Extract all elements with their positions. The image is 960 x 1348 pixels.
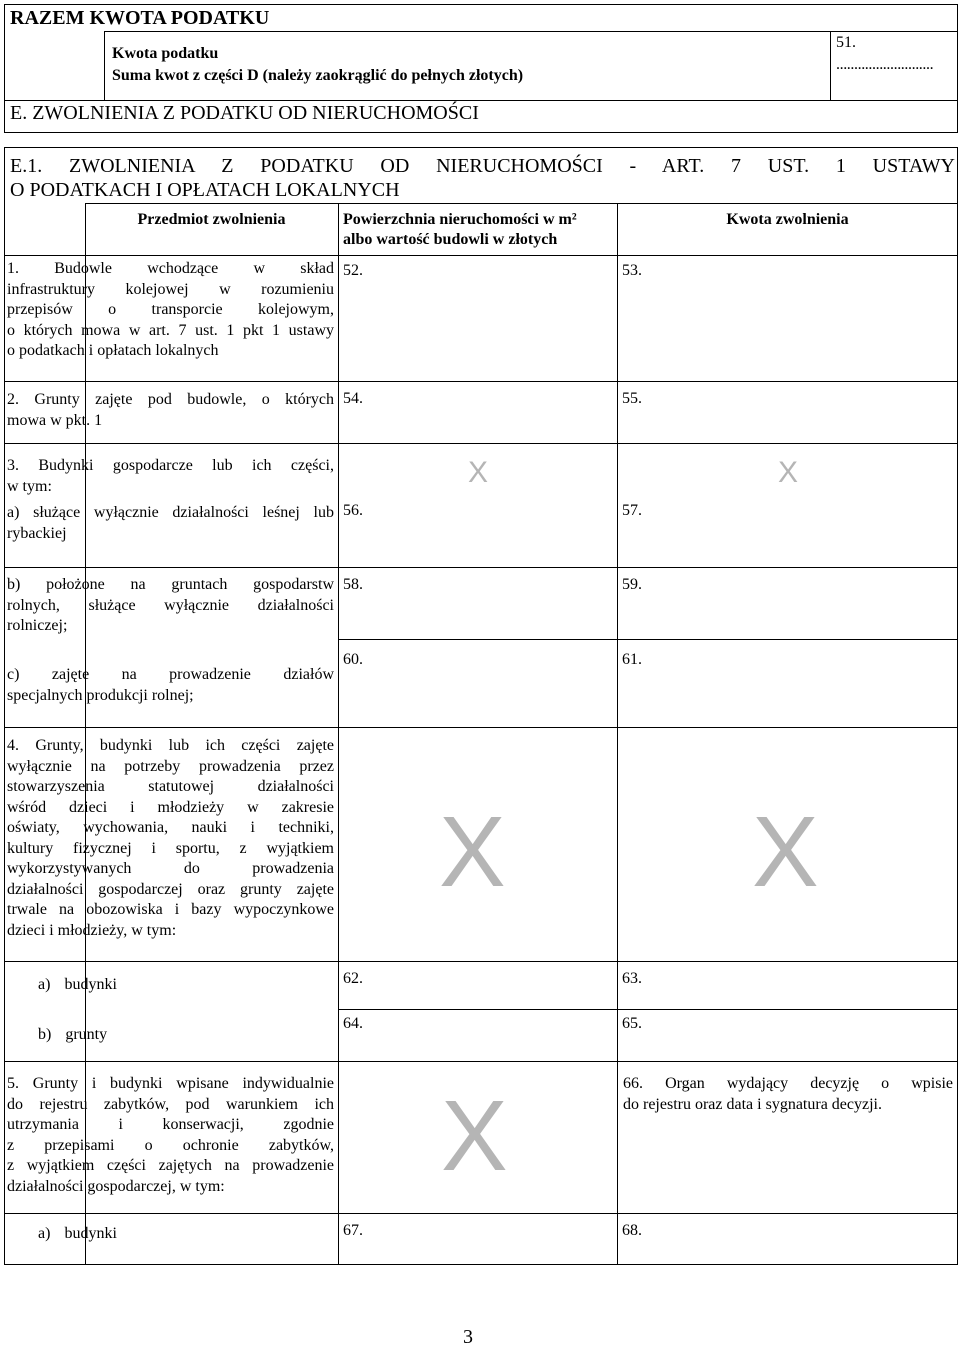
field-68[interactable]: 68. bbox=[622, 1222, 642, 1239]
field-53[interactable]: 53. bbox=[622, 262, 642, 279]
field-56[interactable]: 56. bbox=[343, 502, 363, 519]
field-51-dots: ........................... bbox=[836, 56, 934, 73]
not-applicable-x-mark: X bbox=[468, 456, 489, 489]
row-4a-label bbox=[38, 975, 117, 996]
row-3c-label-line: specjalnych produkcji rolnej; bbox=[7, 686, 194, 704]
row-divider bbox=[4, 961, 958, 962]
row-divider bbox=[4, 1061, 958, 1062]
field-58[interactable]: 58. bbox=[343, 576, 363, 593]
field-63[interactable]: 63. bbox=[622, 970, 642, 987]
field-66-label-line: 66. Organ wydający decyzję o wpisie bbox=[623, 1075, 953, 1092]
field-65[interactable]: 65. bbox=[622, 1015, 642, 1032]
row-4-label-line: stowarzyszenia statutowej działalności bbox=[7, 778, 334, 795]
not-applicable-x-mark: X bbox=[441, 1080, 508, 1192]
row-4-label-line: oświaty, wychowania, nauki i techniki, bbox=[7, 819, 334, 836]
row-4a-label-prefix: a) bbox=[38, 976, 51, 993]
row-1-label-line: przepisów o transporcie kolejowym, bbox=[7, 301, 334, 318]
row-4-label-line: trwale na obozowiska i bazy wypoczynkowe bbox=[7, 901, 334, 918]
row-3c-label-line: c) zajęte na prowadzenie działów bbox=[7, 666, 334, 683]
row-4-label-line: kultury fizycznej i sportu, z wyjątkiem bbox=[7, 839, 334, 857]
row-5-label-line: utrzymania i konserwacji, zgodnie bbox=[7, 1116, 334, 1133]
row-4-label-line: wśród dzieci i młodzieży w zakresie bbox=[7, 798, 334, 816]
row-3b-label-line: rolnych, służące wyłącznie działalności bbox=[7, 596, 334, 614]
row-1-label-line: infrastruktury kolejowej w rozumieniu bbox=[7, 280, 334, 298]
row-4b-label-prefix: b) bbox=[38, 1026, 52, 1043]
field-67[interactable]: 67. bbox=[343, 1222, 363, 1239]
row-5-label bbox=[7, 1074, 334, 1197]
row-divider bbox=[4, 443, 958, 444]
field-59[interactable]: 59. bbox=[622, 576, 642, 593]
row-3a-label-line: rybackiej bbox=[7, 524, 67, 542]
row-2-label-line: 2. Grunty zajęte pod budowle, o których bbox=[7, 391, 334, 408]
field-62[interactable]: 62. bbox=[343, 970, 363, 987]
row-3a-label-line: a) służące wyłącznie działalności leśnej lub bbox=[7, 504, 334, 521]
row-divider bbox=[338, 1009, 958, 1010]
row-divider bbox=[4, 567, 958, 568]
row-3c-label bbox=[7, 665, 334, 706]
section-e1-title: E.1. ZWOLNIENIA Z PODATKU OD NIERUCHOMOŚCI - ART. 7 UST. 1 USTAWY bbox=[10, 155, 955, 177]
row-3-label bbox=[7, 456, 334, 497]
row-3b-label bbox=[7, 575, 334, 637]
field-60[interactable]: 60. bbox=[343, 651, 363, 668]
row-divider bbox=[4, 381, 958, 382]
not-applicable-x-mark: X bbox=[752, 796, 819, 908]
row-1-label-line: o podatkach i opłatach lokalnych bbox=[7, 342, 219, 359]
row-divider bbox=[4, 1213, 958, 1214]
row-4-label bbox=[7, 736, 334, 941]
row-5-label-line: do rejestru zabytków, pod warunkiem ich bbox=[7, 1095, 334, 1113]
field-51-number: 51. bbox=[836, 34, 856, 51]
field-54[interactable]: 54. bbox=[343, 390, 363, 407]
total-tax-sublabel: Suma kwot z części D (należy zaokrąglić do pełnych złotych) bbox=[112, 67, 524, 84]
row-5-label-line: z wyjątkiem części zajętych na prowadzenie bbox=[7, 1157, 334, 1174]
row-1-label-line: 1. Budowle wchodzące w skład bbox=[7, 260, 334, 277]
row-4-label-line: dzieci i młodzieży, w tym: bbox=[7, 921, 177, 939]
row-5a-label-text: budynki bbox=[64, 1225, 117, 1242]
row-divider bbox=[338, 639, 958, 640]
field-57[interactable]: 57. bbox=[622, 502, 642, 519]
row-5-label-line: działalności gospodarczej, w tym: bbox=[7, 1177, 225, 1195]
field-52[interactable]: 52. bbox=[343, 262, 363, 279]
not-applicable-x-mark: X bbox=[778, 456, 799, 489]
row-5-label-line: 5. Grunty i budynki wpisane indywidualnie bbox=[7, 1075, 334, 1092]
header-area: Powierzchnia nieruchomości w m² bbox=[343, 211, 577, 228]
row-3b-label-line: rolniczej; bbox=[7, 617, 68, 634]
column-divider-1 bbox=[338, 203, 339, 1265]
section-e1-title-continued: O PODATKACH I OPŁATACH LOKALNYCH bbox=[10, 179, 400, 201]
row-3b-label-line: b) położone na gruntach gospodarstw bbox=[7, 576, 334, 593]
field-66-label-line: do rejestru oraz data i sygnatura decyzji. bbox=[623, 1095, 882, 1113]
not-applicable-x-mark: X bbox=[439, 796, 506, 908]
row-4-label-line: wyłącznie na potrzeby prowadzenia przez bbox=[7, 757, 334, 775]
row-1-label-line: o których mowa w art. 7 ust. 1 pkt 1 ustawy bbox=[7, 321, 334, 339]
field-55[interactable]: 55. bbox=[622, 390, 642, 407]
row-5a-label bbox=[38, 1224, 117, 1245]
row-4a-label-text: budynki bbox=[64, 976, 117, 993]
row-4b-label bbox=[38, 1025, 107, 1046]
header-area-continued: albo wartość budowli w złotych bbox=[343, 231, 558, 248]
total-tax-title: RAZEM KWOTA PODATKU bbox=[10, 7, 270, 29]
header-amount: Kwota zwolnienia bbox=[726, 211, 849, 228]
field-64[interactable]: 64. bbox=[343, 1015, 363, 1032]
total-tax-label: Kwota podatku bbox=[112, 45, 219, 62]
section-e-title: E. ZWOLNIENIA Z PODATKU OD NIERUCHOMOŚCI bbox=[10, 102, 479, 124]
page-number: 3 bbox=[463, 1326, 473, 1348]
row-divider bbox=[4, 727, 958, 728]
row-3-label-line: w tym: bbox=[7, 477, 52, 495]
header-divider bbox=[4, 255, 958, 256]
row-2-label-line: mowa w pkt. 1 bbox=[7, 411, 103, 429]
row-3a-label bbox=[7, 503, 334, 544]
row-3-label-line: 3. Budynki gospodarcze lub ich części, bbox=[7, 457, 334, 474]
row-5-label-line: z przepisami o ochronie zabytków, bbox=[7, 1136, 334, 1154]
header-subject: Przedmiot zwolnienia bbox=[137, 211, 286, 228]
field-61[interactable]: 61. bbox=[622, 651, 642, 668]
column-divider-2 bbox=[617, 203, 618, 1265]
row-4-label-line: działalności gospodarczej oraz grunty zajęte bbox=[7, 880, 334, 898]
row-1-label bbox=[7, 259, 334, 362]
field-66[interactable] bbox=[623, 1074, 953, 1115]
row-2-label bbox=[7, 390, 334, 431]
row-4-label-line: 4. Grunty, budynki lub ich części zajęte bbox=[7, 737, 334, 754]
row-5a-label-prefix: a) bbox=[38, 1225, 51, 1242]
row-4-label-line: wykorzystywanych do prowadzenia bbox=[7, 860, 334, 877]
row-4b-label-text: grunty bbox=[65, 1026, 108, 1043]
